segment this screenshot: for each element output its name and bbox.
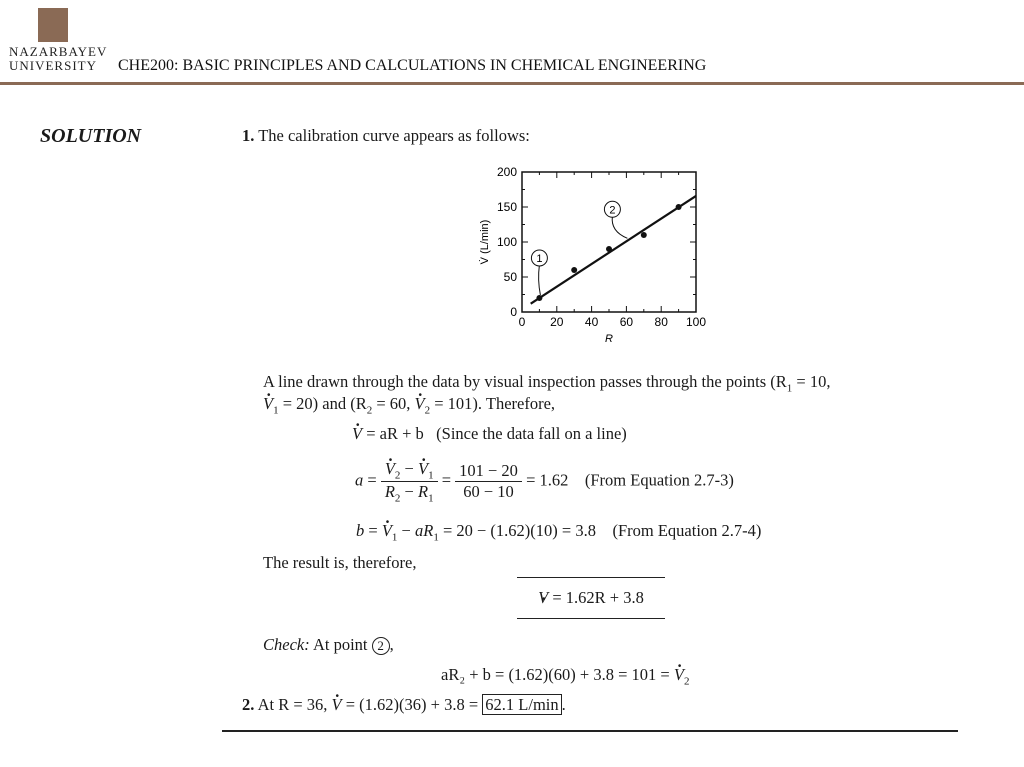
data-point xyxy=(571,267,577,273)
step2-number: 2. xyxy=(242,695,255,714)
data-point xyxy=(606,246,612,252)
y-tick-label: 50 xyxy=(503,270,517,284)
result-intro: The result is, therefore, xyxy=(263,553,417,572)
paragraph-line2-tail: = 101). Therefore, xyxy=(430,394,556,413)
bottom-divider xyxy=(222,730,958,732)
answer-box: 62.1 L/min xyxy=(482,694,561,715)
data-point xyxy=(676,204,682,210)
annotation-label: 1 xyxy=(536,253,543,265)
x-axis-label: R xyxy=(605,333,613,345)
university-logo xyxy=(38,8,68,42)
intercept-rhs: = 20 − (1.62)(10) = 3.8 xyxy=(438,521,596,540)
paragraph-line2-text: = 20) and (R xyxy=(278,394,367,413)
y-tick-label: 0 xyxy=(510,305,517,319)
step2-end: . xyxy=(561,695,566,714)
step2-text-a: At R = 36, xyxy=(257,695,332,714)
paragraph-line1-text: A line drawn through the data by visual inspection passes through the points (R xyxy=(263,372,787,391)
equation-intercept: b = · $V_1 - aR_1 = 20 - (1.62)(10) = 3.8$ (From Equation 2.7-4) xyxy=(356,521,761,543)
y-axis-label: V̇ (L/min) xyxy=(479,219,491,265)
step1-number: 1. xyxy=(242,126,255,145)
y-tick-label: 150 xyxy=(496,200,517,214)
course-title: CHE200: BASIC PRINCIPLES AND CALCULATIONS IN CHEMICAL ENGINEERING xyxy=(118,57,707,74)
slope-value: = 1.62 xyxy=(526,470,569,490)
data-point xyxy=(536,295,542,301)
paragraph-line2-mid: = 60, xyxy=(372,394,415,413)
logo-text-line1: NAZARBAYEV xyxy=(9,44,108,59)
eq1-note: (Since the data fall on a line) xyxy=(436,424,627,443)
calibration-chart xyxy=(470,160,720,350)
check-label: Check: xyxy=(263,635,310,654)
equation-linear-form: · V = aR + b (Since the data fall on a line) xyxy=(352,424,627,444)
slope-fraction-numeric: $\frac{101 - 20}{60 - 10}$ xyxy=(455,461,522,502)
slope-note: (From Equation 2.7-3) xyxy=(584,470,734,490)
x-tick-label: 20 xyxy=(550,315,564,329)
annotation-leader xyxy=(612,216,627,238)
slope-fraction-symbolic: · $\frac{V_2 - \cdot V_1}{R_2 - R_1}$ xyxy=(381,459,438,505)
paragraph-line1: A line drawn through the data by visual inspection passes through the points ($R_1 = 10$, xyxy=(263,372,831,395)
x-tick-label: 0 xyxy=(518,315,526,329)
check-equation: aR₂ + b = (1.62)(60) + 3.8 = 101 = · $V_2$ xyxy=(441,665,689,687)
annotation-label: 2 xyxy=(609,204,616,217)
check-text: At point xyxy=(309,635,372,654)
y-tick-label: 200 xyxy=(496,165,517,179)
annotation-leader xyxy=(539,265,541,295)
paragraph-line2: · $V_1 = 20$) and ($R_2 = 60$, · $V_2 = 101$). Therefore, xyxy=(263,394,555,416)
x-tick-label: 40 xyxy=(584,315,599,329)
check-line: Check: At point 2 , xyxy=(263,635,394,654)
step2-line: 2. At R = 36, · V = (1.62)(36) + 3.8 = 62.1 L/min . xyxy=(242,695,566,715)
result-equation: = 1.62R + 3.8 xyxy=(548,588,644,607)
eq1-main: = aR + b xyxy=(362,424,424,443)
x-tick-label: 60 xyxy=(619,315,634,329)
data-point xyxy=(641,232,647,238)
equation-slope: a = · $\frac{V_2 - \cdot V_1}{R_2 - R_1}$ = $\frac{101 - 20}{60 - 10}$ = 1.62 (From Equation 2.7-3) xyxy=(355,459,734,505)
step1-line xyxy=(242,126,530,146)
paragraph-line1-tail: = 10, xyxy=(792,372,831,391)
solution-heading: SOLUTION xyxy=(40,125,142,147)
header-divider xyxy=(0,82,1024,85)
logo-text-line2: UNIVERSITY xyxy=(9,58,97,73)
step1-text: The calibration curve appears as follows: xyxy=(258,126,530,145)
x-tick-label: 80 xyxy=(654,315,668,329)
intercept-note: (From Equation 2.7-4) xyxy=(612,521,762,540)
x-tick-label: 100 xyxy=(685,315,707,329)
check-equation-text: aR₂ + b = (1.62)(60) + 3.8 = 101 = xyxy=(441,665,674,684)
step2-text-b: = (1.62)(36) + 3.8 = xyxy=(341,695,483,714)
plot-frame xyxy=(522,172,696,312)
result-equation-box: · V = 1.62R + 3.8 xyxy=(517,577,665,619)
check-point-marker: 2 xyxy=(372,637,390,655)
y-tick-label: 100 xyxy=(496,235,517,249)
